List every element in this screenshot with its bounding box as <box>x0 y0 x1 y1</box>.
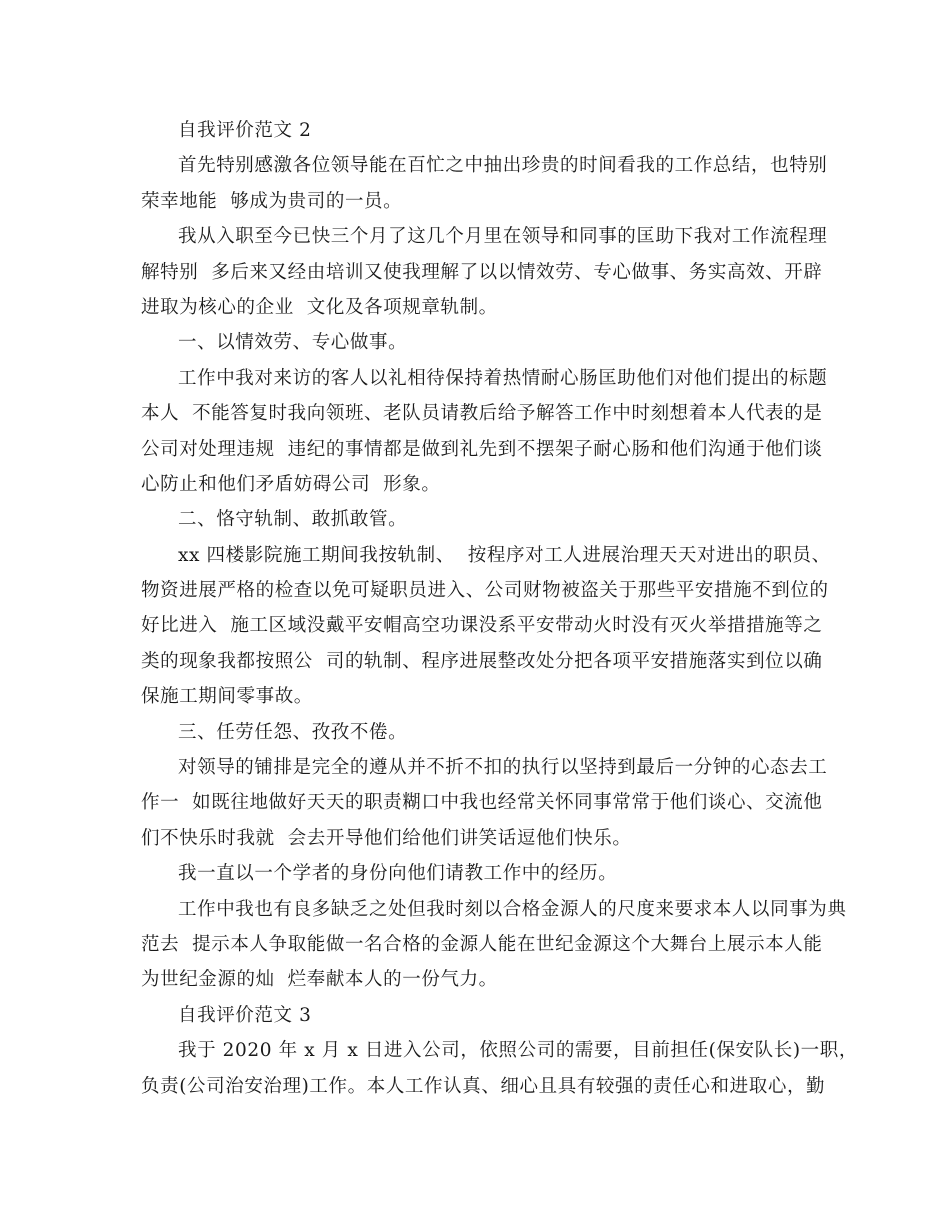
text-line: 范去 提示本人争取能做一名合格的金源人能在世纪金源这个大舞台上展示本人能 <box>141 933 823 955</box>
text-line: 保施工期间零事故。 <box>141 686 313 708</box>
text-line: 们不快乐时我就 会去开导他们给他们讲笑话逗他们快乐。 <box>141 827 632 849</box>
text-line: 对领导的铺排是完全的遵从并不折不扣的执行以坚持到最后一分钟的心态去工 <box>178 757 828 779</box>
text-line: 物资进展严格的检查以免可疑职员进入、公司财物被盗关于那些平安措施不到位的 <box>141 580 829 602</box>
text-line: 首先特别感激各位领导能在百忙之中抽出珍贵的时间看我的工作总结，也特别 <box>178 155 828 177</box>
text-line: 解特别 多后来又经由培训又使我理解了以以情效劳、专心做事、务实高效、开辟 <box>141 261 823 283</box>
text-line: 心防止和他们矛盾妨碍公司 形象。 <box>141 473 441 495</box>
text-line: 为世纪金源的灿 烂奉献本人的一份气力。 <box>141 969 498 991</box>
text-line: 我一直以一个学者的身份向他们请教工作中的经历。 <box>178 863 618 885</box>
text-line: 类的现象我都按照公 司的轨制、程序进展整改处分把各项平安措施落实到位以确 <box>141 650 823 672</box>
text-line: 负责(公司治安治理)工作。本人工作认真、细心且具有较强的责任心和进取心，勤 <box>141 1075 826 1097</box>
text-line: 作一 如既往地做好天天的职责糊口中我也经常关怀同事常常于他们谈心、交流他 <box>141 792 823 814</box>
text-line: 自我评价范文 2 <box>178 120 312 141</box>
text-line: 工作中我也有良多缺乏之处但我时刻以合格金源人的尺度来要求本人以同事为典 <box>178 898 847 920</box>
text-line: 好比进入 施工区域没戴平安帽高空功课没系平安带动火时没有灭火举措措施等之 <box>141 615 823 637</box>
text-line: 荣幸地能 够成为贵司的一员。 <box>141 190 403 212</box>
text-line: 我于 2020 年 x 月 x 日进入公司，依照公司的需要，目前担任(保安队长)一职， <box>178 1040 858 1062</box>
text-line: 工作中我对来访的客人以礼相待保持着热情耐心肠匡助他们对他们提出的标题 <box>178 367 828 389</box>
text-line: 自我评价范文 3 <box>178 1004 312 1026</box>
text-line: 一、以情效劳、专心做事。 <box>178 332 408 354</box>
document-body <box>141 113 858 1104</box>
text-line: 进取为核心的企业 文化及各项规章轨制。 <box>141 296 498 318</box>
text-line: 二、恪守轨制、敢抓敢管。 <box>178 509 408 531</box>
text-line: 公司对处理违规 违纪的事情都是做到礼先到不摆架子耐心肠和他们沟通于他们谈 <box>141 438 823 460</box>
text-line: xx 四楼影院施工期间我按轨制、 按程序对工人进展治理天天对进出的职员、 <box>178 544 831 566</box>
text-line: 我从入职至今已快三个月了这几个月里在领导和同事的匡助下我对工作流程理 <box>178 226 828 248</box>
text-line: 本人 不能答复时我向领班、老队员请教后给予解答工作中时刻想着本人代表的是 <box>141 403 823 425</box>
text-line: 三、任劳任怨、孜孜不倦。 <box>178 721 408 743</box>
